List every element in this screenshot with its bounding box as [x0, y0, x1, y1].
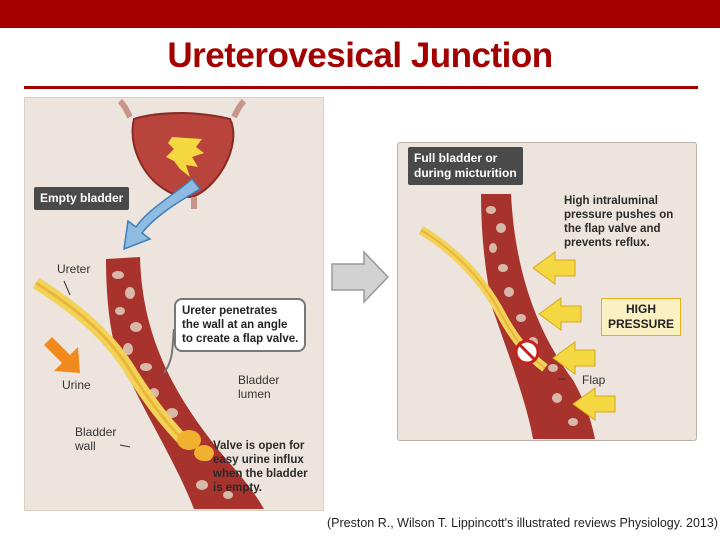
- urine-label: Urine: [62, 378, 91, 392]
- full-bladder-label: Full bladder or during micturition: [408, 147, 523, 185]
- right-panel-illustration: [397, 142, 695, 439]
- bladder-lumen-label: Bladder lumen: [238, 373, 280, 401]
- flap-valve-callout: Ureter penetrates the wall at an angle to create a flap valve.: [174, 298, 306, 352]
- ureter-label: Ureter: [57, 262, 91, 276]
- gray-transition-arrow-icon: [330, 250, 392, 304]
- title-underline: [24, 86, 698, 89]
- high-pressure-explanation: High intraluminal pressure pushes on the flap valve and prevents reflux.: [564, 195, 674, 249]
- orange-urine-arrow-icon: [44, 337, 80, 373]
- empty-bladder-label: Empty bladder: [34, 187, 129, 210]
- yellow-pressure-arrow-icon: [539, 298, 581, 330]
- valve-open-label: Valve is open for easy urine influx when the bladder is empty.: [213, 440, 308, 494]
- flap-label: Flap: [582, 373, 606, 387]
- bladder-wall-label: Bladder wall: [75, 425, 117, 453]
- slide-title: Ureterovesical Junction: [167, 36, 553, 75]
- top-accent-bar: [0, 0, 720, 28]
- high-pressure-badge: HIGH PRESSURE: [601, 298, 681, 336]
- blue-curved-arrow-icon: [124, 179, 200, 249]
- citation: (Preston R., Wilson T. Lippincott's illustrated reviews Physiology. 2013): [327, 516, 718, 530]
- no-reflux-icon: [516, 341, 538, 363]
- yellow-pressure-arrow-icon: [533, 252, 575, 284]
